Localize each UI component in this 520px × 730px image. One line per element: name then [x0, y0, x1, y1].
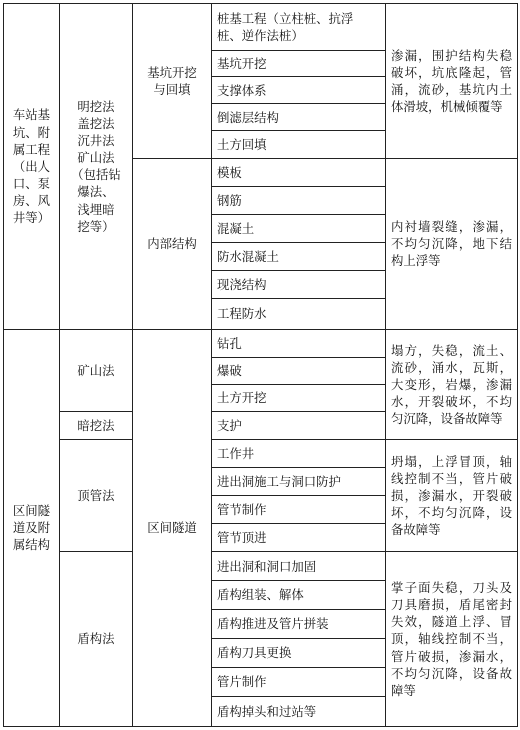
risk-cell: 塌方，失稳，流土、流砂，涌水，瓦斯，大变形，岩爆，渗漏水，开裂破坏，不均匀沉降，设备故障等 [386, 329, 518, 440]
work-item-cell: 进出洞和洞口加固 [212, 552, 386, 581]
work-item-cell: 混凝土 [212, 214, 386, 242]
work-item-cell: 盾构组装、解体 [212, 581, 386, 610]
method-cell: 顶管法 [60, 440, 133, 552]
work-item-cell: 基坑开挖 [212, 50, 386, 77]
work-item-cell: 钻孔 [212, 329, 386, 357]
work-item-cell: 现浇结构 [212, 270, 386, 298]
work-item-cell: 防水混凝土 [212, 242, 386, 270]
work-item-cell: 土方开挖 [212, 384, 386, 412]
work-item-cell: 倒滤层结构 [212, 104, 386, 131]
work-item-cell: 管节制作 [212, 496, 386, 524]
risk-cell: 内衬墙裂缝，渗漏，不均匀沉降，地下结构上浮等 [386, 159, 518, 330]
subsystem-cell: 内部结构 [133, 159, 212, 330]
work-item-cell: 盾构掉头和过站等 [212, 696, 386, 726]
work-item-cell: 工作井 [212, 440, 386, 468]
method-cell: 矿山法 [60, 329, 133, 412]
method-cell: 暗挖法 [60, 412, 133, 440]
category-cell: 区间隧 道及附 属结构 [4, 329, 60, 726]
work-item-cell: 土方回填 [212, 131, 386, 159]
work-item-cell: 桩基工程（立柱桩、抗浮 桩、逆作法桩） [212, 4, 386, 51]
construction-risk-table [3, 3, 518, 727]
work-item-cell: 管片制作 [212, 667, 386, 696]
method-cell: 明挖法 盖挖法 沉井法 矿山法 （包括钻 爆法、 浅埋暗 挖等） [60, 4, 133, 330]
work-item-cell: 支护 [212, 412, 386, 440]
risk-cell: 渗漏，围护结构失稳破坏，坑底隆起，管涌，流砂，基坑内土体滑坡，机械倾覆等 [386, 4, 518, 159]
work-item-cell: 钢筋 [212, 187, 386, 215]
subsystem-cell: 基坑开挖 与回填 [133, 4, 212, 159]
subsystem-cell: 区间隧道 [133, 329, 212, 726]
risk-cell: 掌子面失稳，刀头及刀具磨损，盾尾密封失效，隧道上浮、冒顶，轴线控制不当，管片破损，渗漏水，不均匀沉降，设备故障等 [386, 552, 518, 727]
category-cell: 车站基 坑、附 属工程 （出人 口、泵 房、风 井等） [4, 4, 60, 330]
work-item-cell: 盾构推进及管片拼装 [212, 610, 386, 639]
work-item-cell: 爆破 [212, 357, 386, 384]
work-item-cell: 模板 [212, 159, 386, 187]
risk-cell: 坍塌，上浮冒顶，轴线控制不当，管片破损，渗漏水，开裂破坏，不均匀沉降，设备故障等 [386, 440, 518, 552]
method-cell: 盾构法 [60, 552, 133, 727]
work-item-cell: 进出洞施工与洞口防护 [212, 468, 386, 496]
work-item-cell: 工程防水 [212, 298, 386, 329]
work-item-cell: 管节顶进 [212, 524, 386, 552]
work-item-cell: 盾构刀具更换 [212, 638, 386, 667]
work-item-cell: 支撑体系 [212, 77, 386, 104]
